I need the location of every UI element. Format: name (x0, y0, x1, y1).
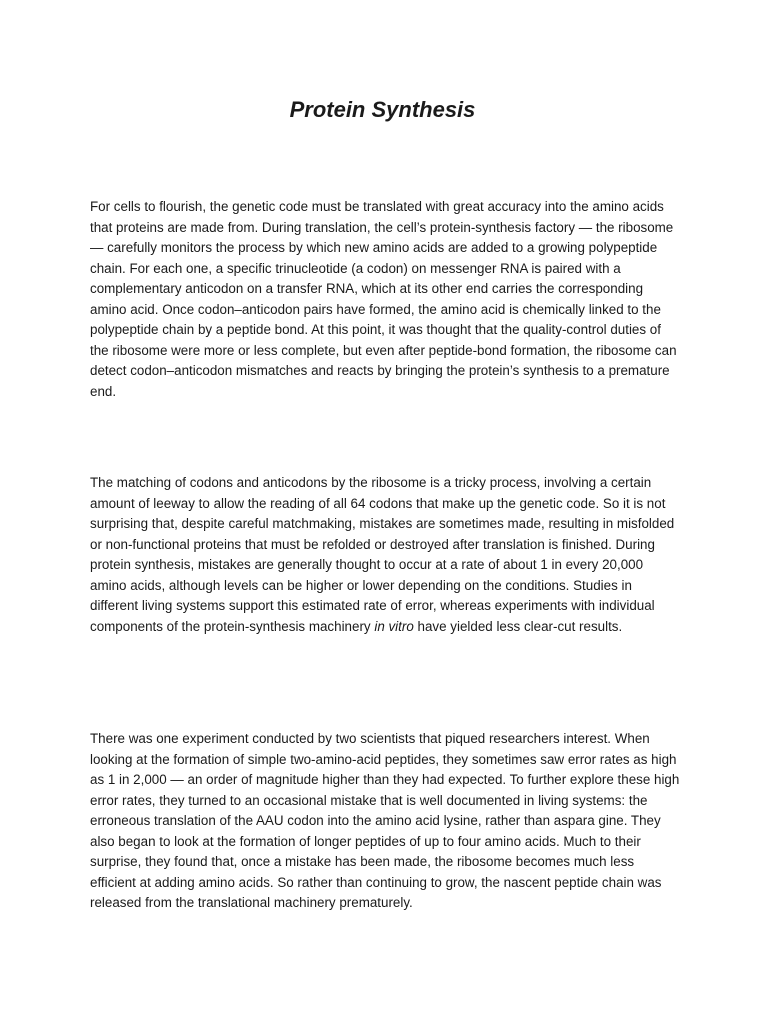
paragraph-1: For cells to flourish, the genetic code must be translated with great accuracy into the amino acids that proteins are made from. During translation, the cell’s protein-synthesis factory — the ribosome — carefully monitors the process by which new amino acids are added to a growing polypeptide chain. For each one, a specific trinucleotide (a codon) on messenger RNA is paired with a complementary anticodon on a transfer RNA, which at its other end carries the corresponding amino acid. Once codon–anticodon pairs have formed, the amino acid is chemically linked to the polypeptide chain by a peptide bond. At this point, it was thought that the quality-control duties of the ribosome were more or less complete, but even after peptide-bond formation, the ribosome can detect codon–anticodon mismatches and reacts by bringing the protein’s synthesis to a premature end. (90, 199, 677, 399)
paragraph-2 (90, 473, 680, 637)
paragraph-3: There was one experiment conducted by two scientists that piqued researchers interest. When looking at the formation of simple two-amino-acid peptides, they sometimes saw error rates as high as 1 in 2,000 — an order of magnitude higher than they had expected. To further explore these high error rates, they turned to an occasional mistake that is well documented in living systems: the erroneous translation of the AAU codon into the amino acid lysine, rather than aspara gine. They also began to look at the formation of longer peptides of up to four amino acids. Much to their surprise, they found that, once a mistake has been made, the ribosome becomes much less efficient at adding amino acids. So rather than continuing to grow, the nascent peptide chain was released from the translational machinery prematurely. (90, 731, 680, 910)
paragraph-2-text-before: The matching of codons and anticodons by the ribosome is a tricky process, involving a certain amount of leeway to allow the reading of all 64 codons that make up the genetic code. So it is not surprising that, despite careful matchmaking, mistakes are sometimes made, resulting in misfolded or non-functional proteins that must be refolded or destroyed after translation is finished. During protein synthesis, mistakes are generally thought to occur at a rate of about 1 in every 20,000 amino acids, although levels can be higher or lower depending on the conditions. Studies in different living systems support this estimated rate of error, whereas experiments with individual components of the protein-synthesis machinery (90, 475, 675, 634)
paragraph-2-text-after: have yielded less clear-cut results. (417, 618, 623, 634)
paragraph-2-italic-term: in vitro (374, 618, 414, 634)
document-title: Protein Synthesis (289, 97, 476, 122)
